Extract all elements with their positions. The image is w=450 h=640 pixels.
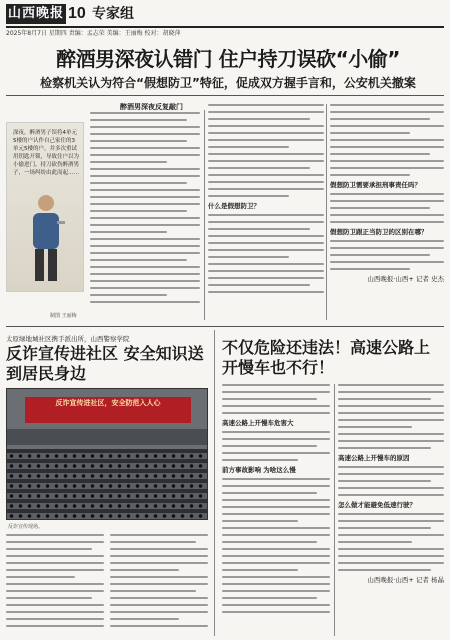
issue-meta: 2025年8月7日 星期四 责编：孟志荣 美编：王丽梅 校对：胡晓萍 (6, 30, 181, 37)
illustration-callout: 深夜，醉酒男子误将4单元5楼的户认作自己家住的3单元5楼的户，并多次重试用钥匙开锁，导致住户以为小偷进门，持刀砍伤醉酒男子，一场纠纷由此而起…… (13, 130, 80, 176)
page-header (6, 4, 444, 30)
illustration-caption: 制图 王丽梅 (50, 313, 77, 319)
main-headline: 醉酒男深夜认错门 住户持刀误砍“小偷” (56, 47, 400, 71)
article-column-2 (208, 104, 324, 320)
illustration (6, 122, 84, 292)
lower-right-byline: 山西晚报·山西+ 记者 杨晶 (367, 576, 444, 584)
event-photo (6, 388, 208, 520)
column-divider (326, 104, 327, 320)
page-number: 10 (68, 5, 86, 22)
lower-right-subhead-2: 前方事故影响 为啥这么慢 (222, 466, 296, 474)
lower-right-subhead-3: 高速公路上开慢车的原因 (338, 454, 410, 462)
main-subheadline: 检察机关认为符合“假想防卫”特征，促成双方握手言和，公安机关撤案 (40, 76, 416, 90)
column-divider (214, 330, 215, 636)
divider (6, 326, 444, 327)
article-column-3 (330, 104, 444, 322)
section-name: 专家组 (92, 6, 134, 22)
article-subhead: 醉酒男深夜反复敲门 (120, 103, 183, 111)
section-head-2: 假想防卫需要承担刑事责任吗？ (330, 181, 421, 189)
lower-left-headline: 反诈宣传进社区 安全知识送到居民身边 (6, 344, 204, 383)
main-byline: 山西晚报·山西+ 记者 史杰 (367, 275, 444, 283)
lower-left-column-1 (6, 534, 104, 636)
lower-left-kicker: 太原绿地城社区携手派出所，山西警察学院 (6, 335, 130, 343)
photo-banner: 反诈宣传进社区，安全防范入人心 (25, 397, 191, 423)
article-column-1 (90, 112, 200, 317)
section-head-3: 假想防卫跟正当防卫的区别在哪？ (330, 228, 428, 236)
lower-left-column-2 (110, 534, 208, 636)
column-divider (334, 384, 335, 636)
lower-right-headline: 不仅危险还违法！高速公路上开慢车也不行！ (222, 338, 431, 377)
masthead-logo: 山西晚报 (6, 4, 66, 24)
divider (6, 95, 444, 96)
lower-right-subhead-1: 高速公路上开慢车危害大 (222, 419, 294, 427)
lower-right-subhead-4: 怎么做才能避免低速行驶？ (338, 501, 416, 509)
column-divider (204, 110, 205, 320)
section-head-1: 什么是假想防卫？ (208, 202, 260, 210)
lower-right-column-1 (222, 384, 330, 636)
photo-caption: 反诈宣传现场。 (8, 524, 44, 530)
figure-icon (25, 193, 67, 283)
lower-right-column-2 (338, 384, 444, 636)
